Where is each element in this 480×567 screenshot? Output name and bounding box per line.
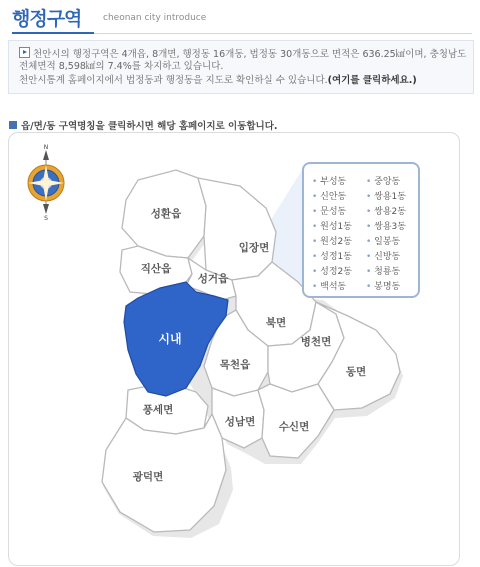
label-seongnam[interactable]: 성남면 [224,416,256,428]
dong-item[interactable]: • 중앙동 [366,174,400,187]
label-susin[interactable]: 수신면 [278,421,310,433]
dong-item[interactable]: • 원성2동 [312,234,352,247]
compass-south-label: S [44,215,48,222]
dong-item[interactable]: • 일봉동 [366,234,400,247]
district-ipjang[interactable] [198,178,276,280]
label-seonghwan[interactable]: 성환읍 [150,208,182,220]
label-mokcheon[interactable]: 목천읍 [219,359,251,371]
dong-item[interactable]: • 쌍용3동 [366,219,406,232]
info-line-3: 천안시통계 홈페이지에서 법정동과 행정동을 지도로 확인하실 수 있습니다.(여기를 클릭하세요.) [19,75,417,86]
dong-item[interactable]: • 쌍용1동 [366,189,406,202]
label-sinae[interactable]: 시내 [158,332,182,346]
page-subtitle: cheonan city introduce [103,13,207,23]
label-byeongcheon[interactable]: 병천면 [300,336,332,348]
click-here-link[interactable]: (여기를 클릭하세요.) [327,75,417,86]
label-ipjang[interactable]: 입장면 [238,242,270,254]
dong-item[interactable]: • 청룡동 [366,264,400,277]
dong-item[interactable]: • 성정1동 [312,249,352,262]
dong-item[interactable]: • 신방동 [366,249,400,262]
label-jiksan[interactable]: 직산읍 [140,263,172,275]
info-line-1: 천안시의 행정구역은 4개읍, 8개면, 행정동 16개동, 법정동 30개동으로 면적은 636.25㎢이며, 충청남도 [19,47,466,62]
compass-north-label: N [43,144,49,151]
page-title: 행정구역 [12,8,82,30]
dong-item[interactable]: • 부성동 [312,174,346,187]
dong-item[interactable]: • 문성동 [312,204,346,217]
dong-item[interactable]: • 신안동 [312,189,346,202]
info-line-2: 전체면적 8,598㎢의 7.4%를 차지하고 있습니다. [19,61,224,72]
dong-item[interactable]: • 성정2동 [312,264,352,277]
label-bukmyeon[interactable]: 북면 [265,317,287,329]
dong-item[interactable]: • 백석동 [312,279,346,292]
dong-list-box [302,162,420,298]
label-seonggeo[interactable]: 성거읍 [197,273,229,285]
dong-item[interactable]: • 원성1동 [312,219,352,232]
label-dongmyeon[interactable]: 동면 [345,366,367,378]
label-pungse[interactable]: 풍세면 [142,404,174,416]
dong-item[interactable]: • 봉명동 [366,279,400,292]
compass-icon [28,144,64,222]
dong-item[interactable]: • 쌍용2동 [366,204,406,217]
label-gwangdeok[interactable]: 광덕면 [132,471,164,483]
map-guide-heading: 읍/면/동 구역명칭을 클릭하시면 해당 홈페이지로 이동합니다. [9,118,278,132]
